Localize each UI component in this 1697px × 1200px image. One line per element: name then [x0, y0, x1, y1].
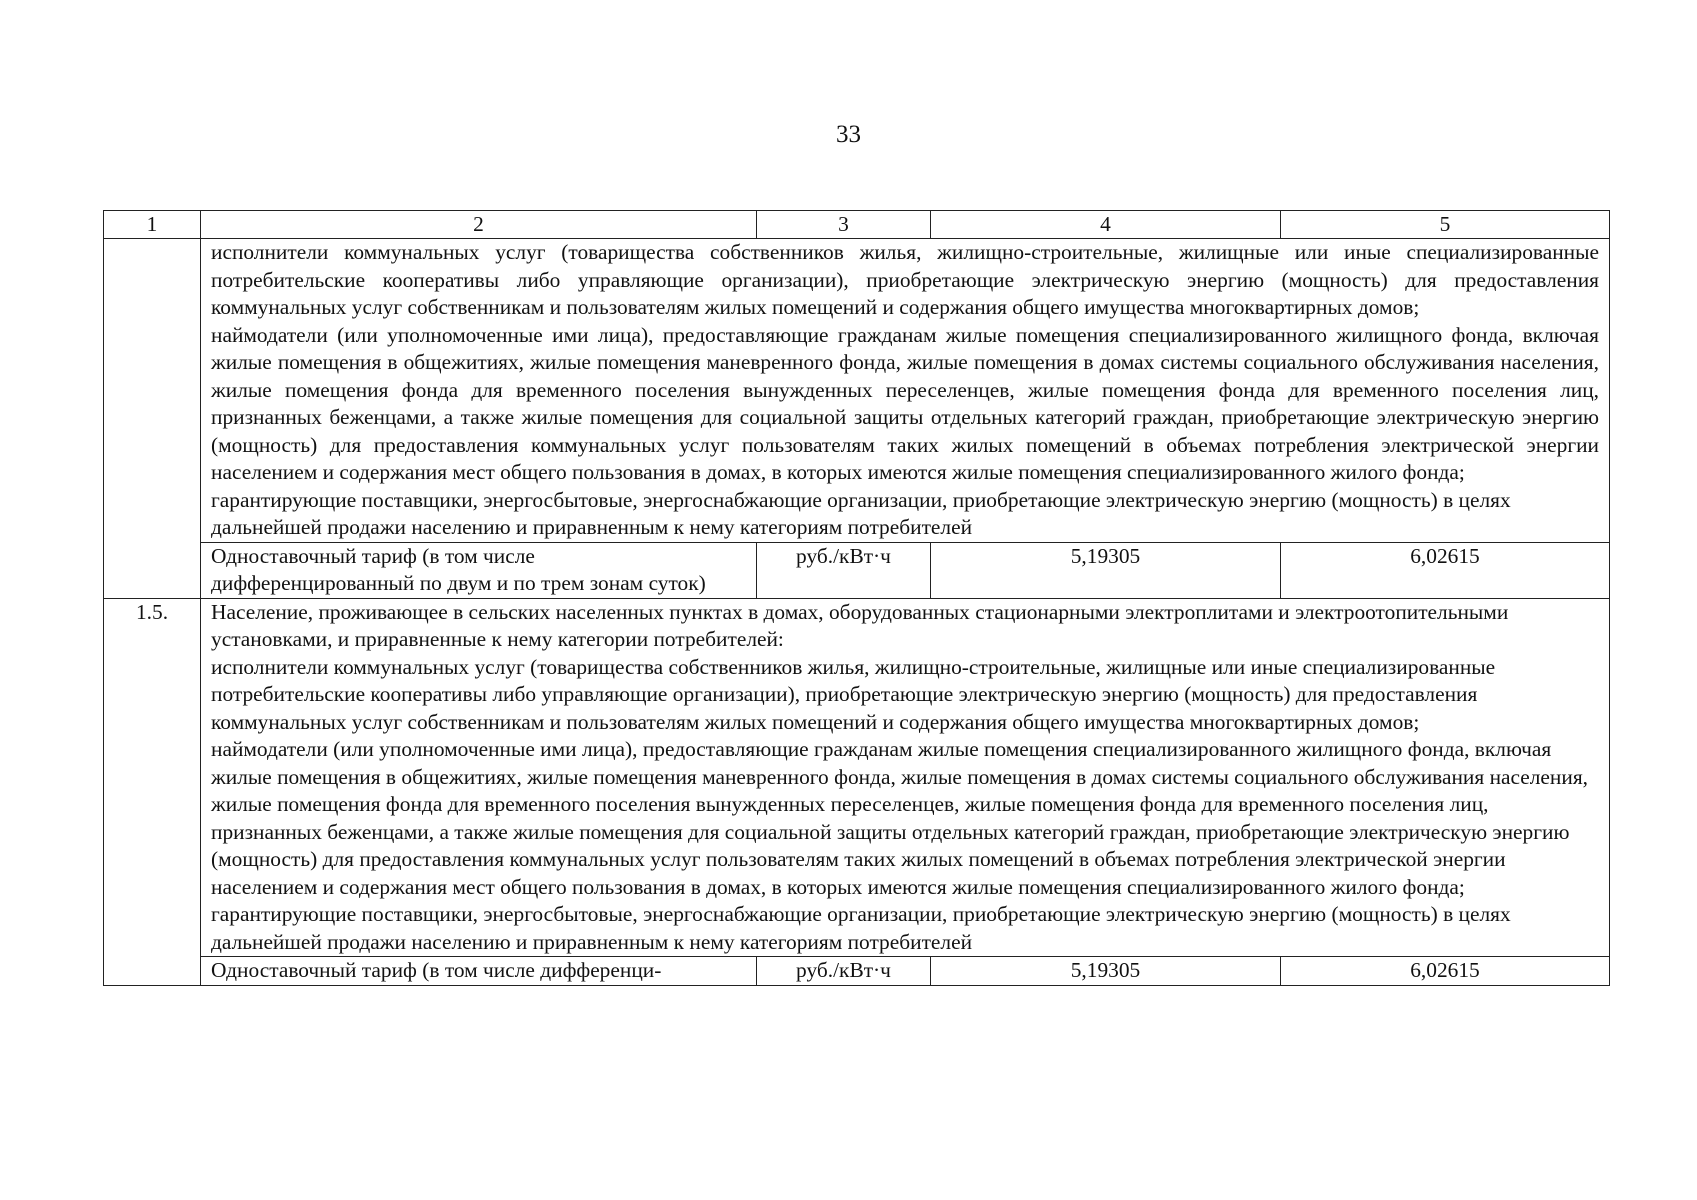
tariff-table: [103, 210, 1610, 986]
tariff-row: [104, 542, 1610, 598]
section-1-5-tariff-name-cell: [201, 957, 757, 986]
column-number-row: [104, 211, 1610, 239]
paragraph-utility-providers-1-5: исполнители коммунальных услуг (товарищества собственников жилья, жилищно-строительные, жилищные или иные специализированные потребительские кооперативы либо управляющие организации), приобретающие электрическую энергию (мощность) для предоставления коммунальных услуг собственникам и пользователям жилых помещений и содержания общего имущества многоквартирных домов;: [211, 654, 1496, 734]
section-1-5-tariff-unit-cell: руб./кВт·ч: [757, 957, 931, 986]
tariff-unit-cell: руб./кВт·ч: [757, 542, 931, 598]
section-1-5-tariff-row: [104, 957, 1610, 986]
section-1-5-tariff-name: Одноставочный тариф (в том числе дифференци-: [211, 958, 662, 982]
section-1-5-tariff-value-col4: 5,19305: [931, 957, 1281, 986]
consumer-description-cell: [201, 239, 1610, 543]
column-header-2: 2: [201, 211, 757, 239]
tariff-value-col5: 6,02615: [1281, 542, 1610, 598]
section-1-5-description-row: [104, 598, 1610, 957]
page-number: 33: [836, 121, 861, 148]
paragraph-utility-providers: исполнители коммунальных услуг (товарищества собственников жилья, жилищно-строительные, жилищные или иные специализированные потребительские кооперативы либо управляющие организации), приобретающие электрическую энергию (мощность) для предоставления коммунальных услуг собственникам и пользователям жилых помещений и содержания общего имущества многоквартирных домов;: [211, 240, 1599, 319]
paragraph-suppliers-1-5: гарантирующие поставщики, энергосбытовые, энергоснабжающие организации, приобретающие электрическую энергию (мощность) в целях дальнейшей продажи населению и приравненным к нему категориям потребителей: [211, 902, 1511, 954]
section-1-5-tariff-value-col5: 6,02615: [1281, 957, 1610, 986]
consumer-description-row: [104, 239, 1610, 543]
paragraph-landlords: наймодатели (или уполномоченные ими лица), предоставляющие гражданам жилые помещения специализированного жилищного фонда, включая жилые помещения в общежитиях, жилые помещения маневренного фонда, жилые помещения в домах системы социального обслуживания населения, жилые помещения фонда для временного поселения вынужденных переселенцев, жилые помещения фонда для временного поселения лиц, признанных беженцами, а также жилые помещения для социальной защиты отдельных категорий граждан, приобретающие электрическую энергию (мощность) для предоставления коммунальных услуг пользователям таких жилых помещений в объемах потребления электрической энергии населением и содержания мест общего пользования в домах, в которых имеются жилые помещения специализированного жилого фонда;: [211, 322, 1599, 484]
column-header-5: 5: [1281, 211, 1610, 239]
column-header-1: 1: [104, 211, 201, 239]
column-header-4: 4: [931, 211, 1281, 239]
tariff-name-cell: [201, 542, 757, 598]
paragraph-landlords-1-5: наймодатели (или уполномоченные ими лица), предоставляющие гражданам жилые помещения специализированного жилищного фонда, включая жилые помещения в общежитиях, жилые помещения маневренного фонда, жилые помещения в домах системы социального обслуживания населения, жилые помещения фонда для временного поселения вынужденных переселенцев, жилые помещения фонда для временного поселения лиц, признанных беженцами, а также жилые помещения для социальной защиты отдельных категорий граждан, приобретающие электрическую энергию (мощность) для предоставления коммунальных услуг пользователям таких жилых помещений в объемах потребления электрической энергии населением и содержания мест общего пользования в домах, в которых имеются жилые помещения специализированного жилого фонда;: [211, 737, 1589, 899]
column-header-3: 3: [757, 211, 931, 239]
section-number-cell: 1.5.: [104, 598, 201, 985]
tariff-name: Одноставочный тариф (в том числе дифференцированный по двум и по трем зонам суток): [211, 543, 706, 595]
paragraph-rural-population: Население, проживающее в сельских населенных пунктах в домах, оборудованных стационарными электроплитами и электроотопительными установками, и приравненные к нему категории потребителей:: [211, 599, 1509, 651]
tariff-value-col4: 5,19305: [931, 542, 1281, 598]
paragraph-suppliers: гарантирующие поставщики, энергосбытовые, энергоснабжающие организации, приобретающие электрическую энергию (мощность) в целях дальнейшей продажи населению и приравненным к нему категориям потребителей: [211, 487, 1511, 539]
row-number-cell: [104, 239, 201, 599]
section-1-5-description-cell: [201, 598, 1610, 957]
